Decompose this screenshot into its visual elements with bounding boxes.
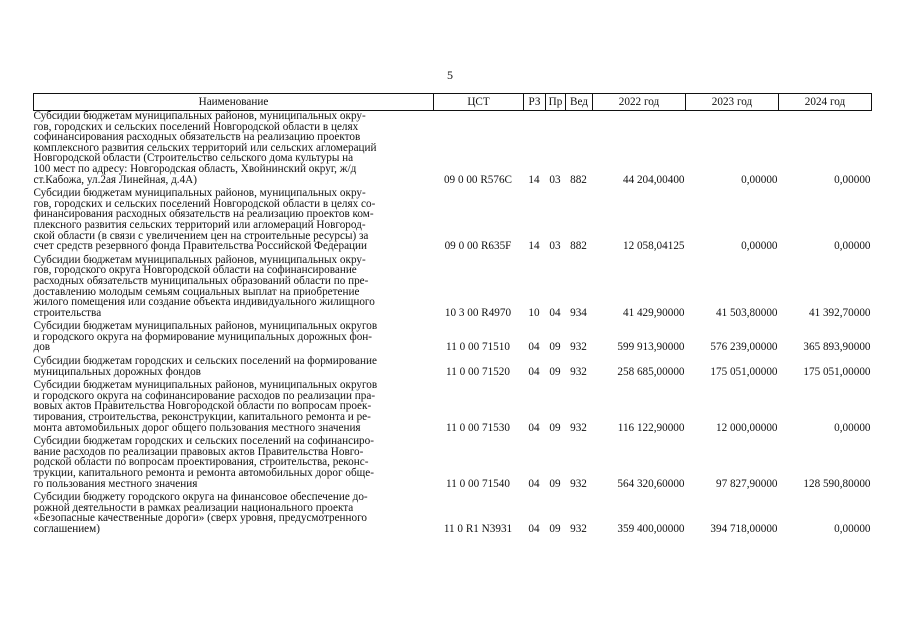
row-2023: 12 000,00000 [715, 421, 778, 434]
header-2023: 2023 год [686, 94, 779, 111]
row-rz: 04 [528, 522, 540, 535]
row-name [34, 253, 434, 320]
row-2022: 359 400,00000 [617, 522, 685, 535]
table-body [34, 111, 872, 536]
table-row [34, 186, 872, 253]
row-name-line: вание расходов по реализации правовых актов Правительства Новго- [33, 445, 364, 458]
row-2022: 258 685,00000 [617, 365, 685, 378]
row-pr: 09 [549, 522, 561, 535]
row-name-line: Субсидии бюджетам муниципальных районов, муниципальных окру- [33, 187, 366, 200]
row-name [34, 319, 434, 354]
row-2022: 44 204,00400 [622, 173, 685, 186]
header-ved: Вед [566, 94, 593, 111]
row-name [34, 186, 434, 253]
row-name-line: «Безопасные качественные дороги» (сверх уровня, предусмотренного [33, 512, 368, 525]
row-ved: 932 [570, 522, 587, 535]
row-ved: 934 [570, 306, 587, 319]
row-2022: 564 320,60000 [617, 477, 685, 490]
row-csr: 11 0 00 71520 [446, 365, 510, 378]
row-name-line: Субсидии бюджету городского округа на финансовое обеспечение до- [33, 491, 368, 504]
row-name-line: Субсидии бюджетам городских и сельских поселений на софинансиро- [33, 435, 374, 448]
row-name-line: доставлению молодым семьям социальных выплат на приобретение [33, 285, 360, 298]
row-2024: 0,00000 [834, 522, 871, 535]
table-row [34, 434, 872, 490]
row-name-line: рожной деятельности в рамках реализации национального проекта [33, 501, 354, 514]
row-name-line: муниципальных дорожных фондов [33, 365, 201, 378]
row-name-line: трукции, капитального ремонта и ремонта автомобильных дорог обще- [33, 467, 374, 479]
row-name-line: ст.Кабожа, ул.2ая Линейная, д.4А) [33, 173, 197, 186]
table-row [34, 354, 872, 378]
row-name-line: 100 мест по адресу: Новгородская область, Хвойнинский округ, ж/д [33, 162, 357, 175]
row-name-line: ской области (в связи с увеличением цен на строительные ресурсы) за [33, 229, 369, 242]
row-name [34, 354, 434, 378]
row-name-line: счет средств резервного фонда Правительства Российской Федерации [33, 240, 368, 253]
row-name [34, 111, 434, 187]
row-rz: 14 [528, 240, 540, 253]
row-2023: 41 503,80000 [715, 306, 778, 319]
row-csr: 11 0 R1 N3931 [443, 522, 513, 535]
row-2024: 0,00000 [834, 421, 871, 434]
row-2023: 576 239,00000 [710, 341, 778, 354]
header-2024: 2024 год [779, 94, 872, 111]
row-rz: 04 [528, 421, 540, 434]
row-ved: 932 [570, 477, 587, 490]
row-name-line: тирования, строительства, реконструкции, капитального ремонта и ре- [33, 411, 371, 424]
row-2024: 365 893,90000 [803, 341, 871, 354]
row-name-line: Субсидии бюджетам муниципальных районов, муниципальных окру- [33, 253, 366, 266]
row-name-line: дов [33, 341, 51, 354]
row-ved: 882 [570, 240, 587, 253]
row-ved: 882 [570, 173, 587, 186]
row-name-line: жилого помещения или создание объекта индивидуального жилищного [33, 296, 375, 309]
row-pr: 03 [549, 240, 561, 253]
row-rz: 14 [528, 173, 540, 186]
page-number: 5 [447, 68, 453, 82]
row-name-line: соглашением) [33, 522, 100, 535]
row-name-line: расходных обязательств муниципальных образований области по пре- [33, 274, 369, 287]
header-rz: РЗ [524, 94, 546, 111]
row-name-line: софинансирования расходных обязательств на реализацию проектов [33, 131, 361, 144]
header-csr: ЦСТ [434, 94, 524, 111]
row-ved: 932 [570, 421, 587, 434]
header-name: Наименование [34, 94, 434, 111]
row-ved: 932 [570, 341, 587, 354]
row-2024: 175 051,00000 [803, 365, 871, 378]
row-pr: 09 [549, 421, 561, 434]
row-2023: 97 827,90000 [715, 477, 778, 490]
row-name-line: Субсидии бюджетам муниципальных районов, муниципальных округов [33, 379, 378, 392]
row-2024: 0,00000 [834, 173, 871, 186]
row-2022: 116 122,90000 [617, 421, 685, 434]
row-ved: 932 [570, 365, 587, 378]
table-header-row [34, 94, 872, 111]
row-csr: 11 0 00 71530 [446, 421, 510, 434]
table-row [34, 378, 872, 434]
row-name-line: Субсидии бюджетам городских и сельских поселений на формирование [33, 355, 377, 368]
row-2023: 0,00000 [741, 173, 778, 186]
row-pr: 09 [549, 477, 561, 490]
row-name-line: монта автомобильных дорог общего пользования местного значения [33, 421, 361, 434]
row-csr: 11 0 00 71540 [446, 477, 510, 490]
row-pr: 03 [549, 173, 561, 186]
table-row [34, 490, 872, 535]
row-name-line: гов, городских и сельских поселений Новгородской области в целях со- [33, 197, 376, 210]
row-name-line: плексного развития сельских территорий или агломераций Новгород- [33, 218, 366, 231]
row-2024: 0,00000 [834, 240, 871, 253]
table-row [34, 319, 872, 354]
row-name-line: родской области по вопросам проектирования, строительства, реконс- [33, 456, 369, 469]
row-rz: 04 [528, 477, 540, 490]
row-csr: 10 3 00 R4970 [444, 306, 512, 319]
table-row [34, 111, 872, 187]
row-name [34, 490, 434, 535]
row-rz: 04 [528, 341, 540, 354]
row-2022: 41 429,90000 [622, 306, 685, 319]
row-pr: 09 [549, 341, 561, 354]
row-name-line: гов, городских и сельских поселений Новгородской области в целях [33, 120, 359, 133]
row-rz: 04 [528, 365, 540, 378]
row-name-line: и городского округа на формирование муниципальных дорожных фон- [33, 330, 373, 343]
row-name-line: Новгородской области (Строительство сельского дома культуры на [33, 152, 354, 165]
row-rz: 10 [528, 306, 540, 319]
row-name-line: вовых актов Правительства Новгородской области по вопросам проек- [33, 400, 372, 413]
row-pr: 09 [549, 365, 561, 378]
row-pr: 04 [549, 306, 561, 319]
header-2022: 2022 год [593, 94, 686, 111]
row-name [34, 434, 434, 490]
row-name-line: финансирования расходных обязательств на реализацию проектов ком- [33, 208, 374, 221]
table-row [34, 253, 872, 320]
row-name-line: строительства [33, 306, 102, 319]
row-name-line: и городского округа на софинансирование расходов по реализации пра- [33, 389, 376, 402]
row-name-line: Субсидии бюджетам муниципальных районов, муниципальных округов [33, 320, 378, 333]
budget-table [33, 93, 872, 536]
row-name-line: Субсидии бюджетам муниципальных районов, муниципальных окру- [33, 110, 366, 122]
row-2024: 41 392,70000 [808, 306, 871, 319]
header-pr: Пр [546, 94, 566, 111]
row-name-line: комплексного развития сельских территорий или сельских агломераций [33, 141, 377, 154]
row-csr: 09 0 00 R576C [443, 173, 513, 186]
row-2023: 394 718,00000 [710, 522, 778, 535]
row-2023: 175 051,00000 [710, 365, 778, 378]
row-2023: 0,00000 [741, 240, 778, 253]
row-name-line: го пользования местного значения [33, 477, 198, 490]
row-csr: 09 0 00 R635F [444, 240, 512, 253]
row-2024: 128 590,80000 [803, 477, 871, 490]
row-csr: 11 0 00 71510 [446, 341, 510, 354]
row-2022: 599 913,90000 [617, 341, 685, 354]
row-name-line: гов, городского округа Новгородской области на софинансирование [33, 264, 357, 277]
row-2022: 12 058,04125 [622, 240, 685, 253]
row-name [34, 378, 434, 434]
